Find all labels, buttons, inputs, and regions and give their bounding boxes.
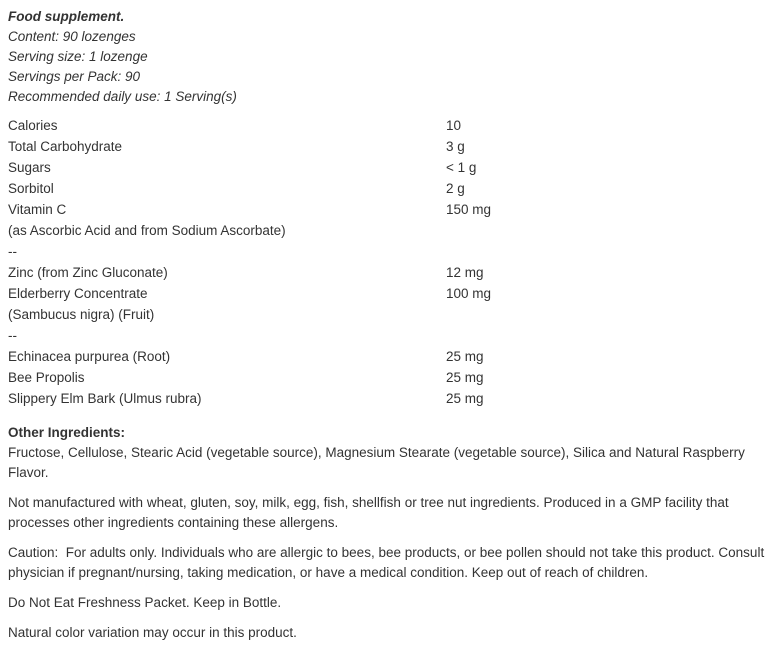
- nutrition-row: [8, 304, 773, 325]
- caution-notice: Caution: For adults only. Individuals who are allergic to bees, bee products, or bee pollen should not take this product. Consult physician if pregnant/nursing, taking medication, or have a medical condition. Keep out of reach of children.: [8, 545, 768, 580]
- header-serving-size-line: Serving size: 1 lozenge: [8, 49, 148, 64]
- color-variation-notice: Natural color variation may occur in this product.: [8, 625, 297, 640]
- nutrient-value: [446, 241, 773, 262]
- nutrition-row: [8, 388, 773, 409]
- nutrient-label: Sugars: [8, 160, 51, 175]
- nutrition-row: [8, 157, 773, 178]
- nutrition-row: [8, 262, 773, 283]
- separator-dashes: --: [8, 244, 17, 259]
- nutrient-label: Total Carbohydrate: [8, 139, 123, 154]
- nutrient-value: < 1 g: [446, 160, 477, 175]
- nutrient-label: Sorbitol: [8, 181, 54, 196]
- allergen-notice: Not manufactured with wheat, gluten, soy, milk, egg, fish, shellfish or tree nut ingredients. Produced in a GMP facility that processes other ingredients containing these allergens.: [8, 495, 733, 530]
- freshness-packet-notice: Do Not Eat Freshness Packet. Keep in Bottle.: [8, 595, 282, 610]
- bottom-text-section: [8, 423, 773, 643]
- nutrition-row: [8, 220, 773, 241]
- nutrient-label: Elderberry Concentrate: [8, 286, 148, 301]
- nutrition-row: [8, 115, 773, 136]
- nutrient-value: 25 mg: [446, 349, 484, 364]
- nutrition-table: [8, 115, 773, 409]
- separator-dashes: --: [8, 328, 17, 343]
- nutrient-value: 100 mg: [446, 286, 492, 301]
- nutrient-label: Slippery Elm Bark (Ulmus rubra): [8, 391, 202, 406]
- nutrient-label: Calories: [8, 118, 58, 133]
- nutrient-value: 12 mg: [446, 265, 484, 280]
- other-ingredients-heading: Other Ingredients:: [8, 425, 126, 440]
- nutrient-label: Bee Propolis: [8, 370, 85, 385]
- nutrient-label: (as Ascorbic Acid and from Sodium Ascorbate): [8, 223, 286, 238]
- header-servings-per-pack-line: Servings per Pack: 90: [8, 69, 141, 84]
- nutrient-value: [446, 220, 773, 241]
- supplement-header: [8, 7, 773, 107]
- nutrition-row: [8, 136, 773, 157]
- nutrient-value: 150 mg: [446, 202, 492, 217]
- nutrient-value: 10: [446, 118, 462, 133]
- nutrient-label: (Sambucus nigra) (Fruit): [8, 307, 155, 322]
- nutrition-row: [8, 283, 773, 304]
- nutrient-value: 25 mg: [446, 370, 484, 385]
- header-content-line: Content: 90 lozenges: [8, 29, 136, 44]
- other-ingredients-body: Fructose, Cellulose, Stearic Acid (vegetable source), Magnesium Stearate (vegetable source), Silica and Natural Raspberry Flavor.: [8, 445, 749, 480]
- nutrition-separator-row: [8, 325, 773, 346]
- nutrient-label: Zinc (from Zinc Gluconate): [8, 265, 168, 280]
- nutrient-label: Vitamin C: [8, 202, 67, 217]
- nutrition-row: [8, 199, 773, 220]
- nutrition-row: [8, 367, 773, 388]
- nutrient-label: Echinacea purpurea (Root): [8, 349, 171, 364]
- product-type-title: Food supplement.: [8, 9, 125, 24]
- nutrition-row: [8, 178, 773, 199]
- header-daily-use-line: Recommended daily use: 1 Serving(s): [8, 89, 237, 104]
- nutrient-value: [446, 325, 773, 346]
- nutrient-value: 3 g: [446, 139, 465, 154]
- nutrient-value: 2 g: [446, 181, 465, 196]
- nutrient-value: 25 mg: [446, 391, 484, 406]
- nutrient-value: [446, 304, 773, 325]
- nutrition-row: [8, 346, 773, 367]
- nutrition-separator-row: [8, 241, 773, 262]
